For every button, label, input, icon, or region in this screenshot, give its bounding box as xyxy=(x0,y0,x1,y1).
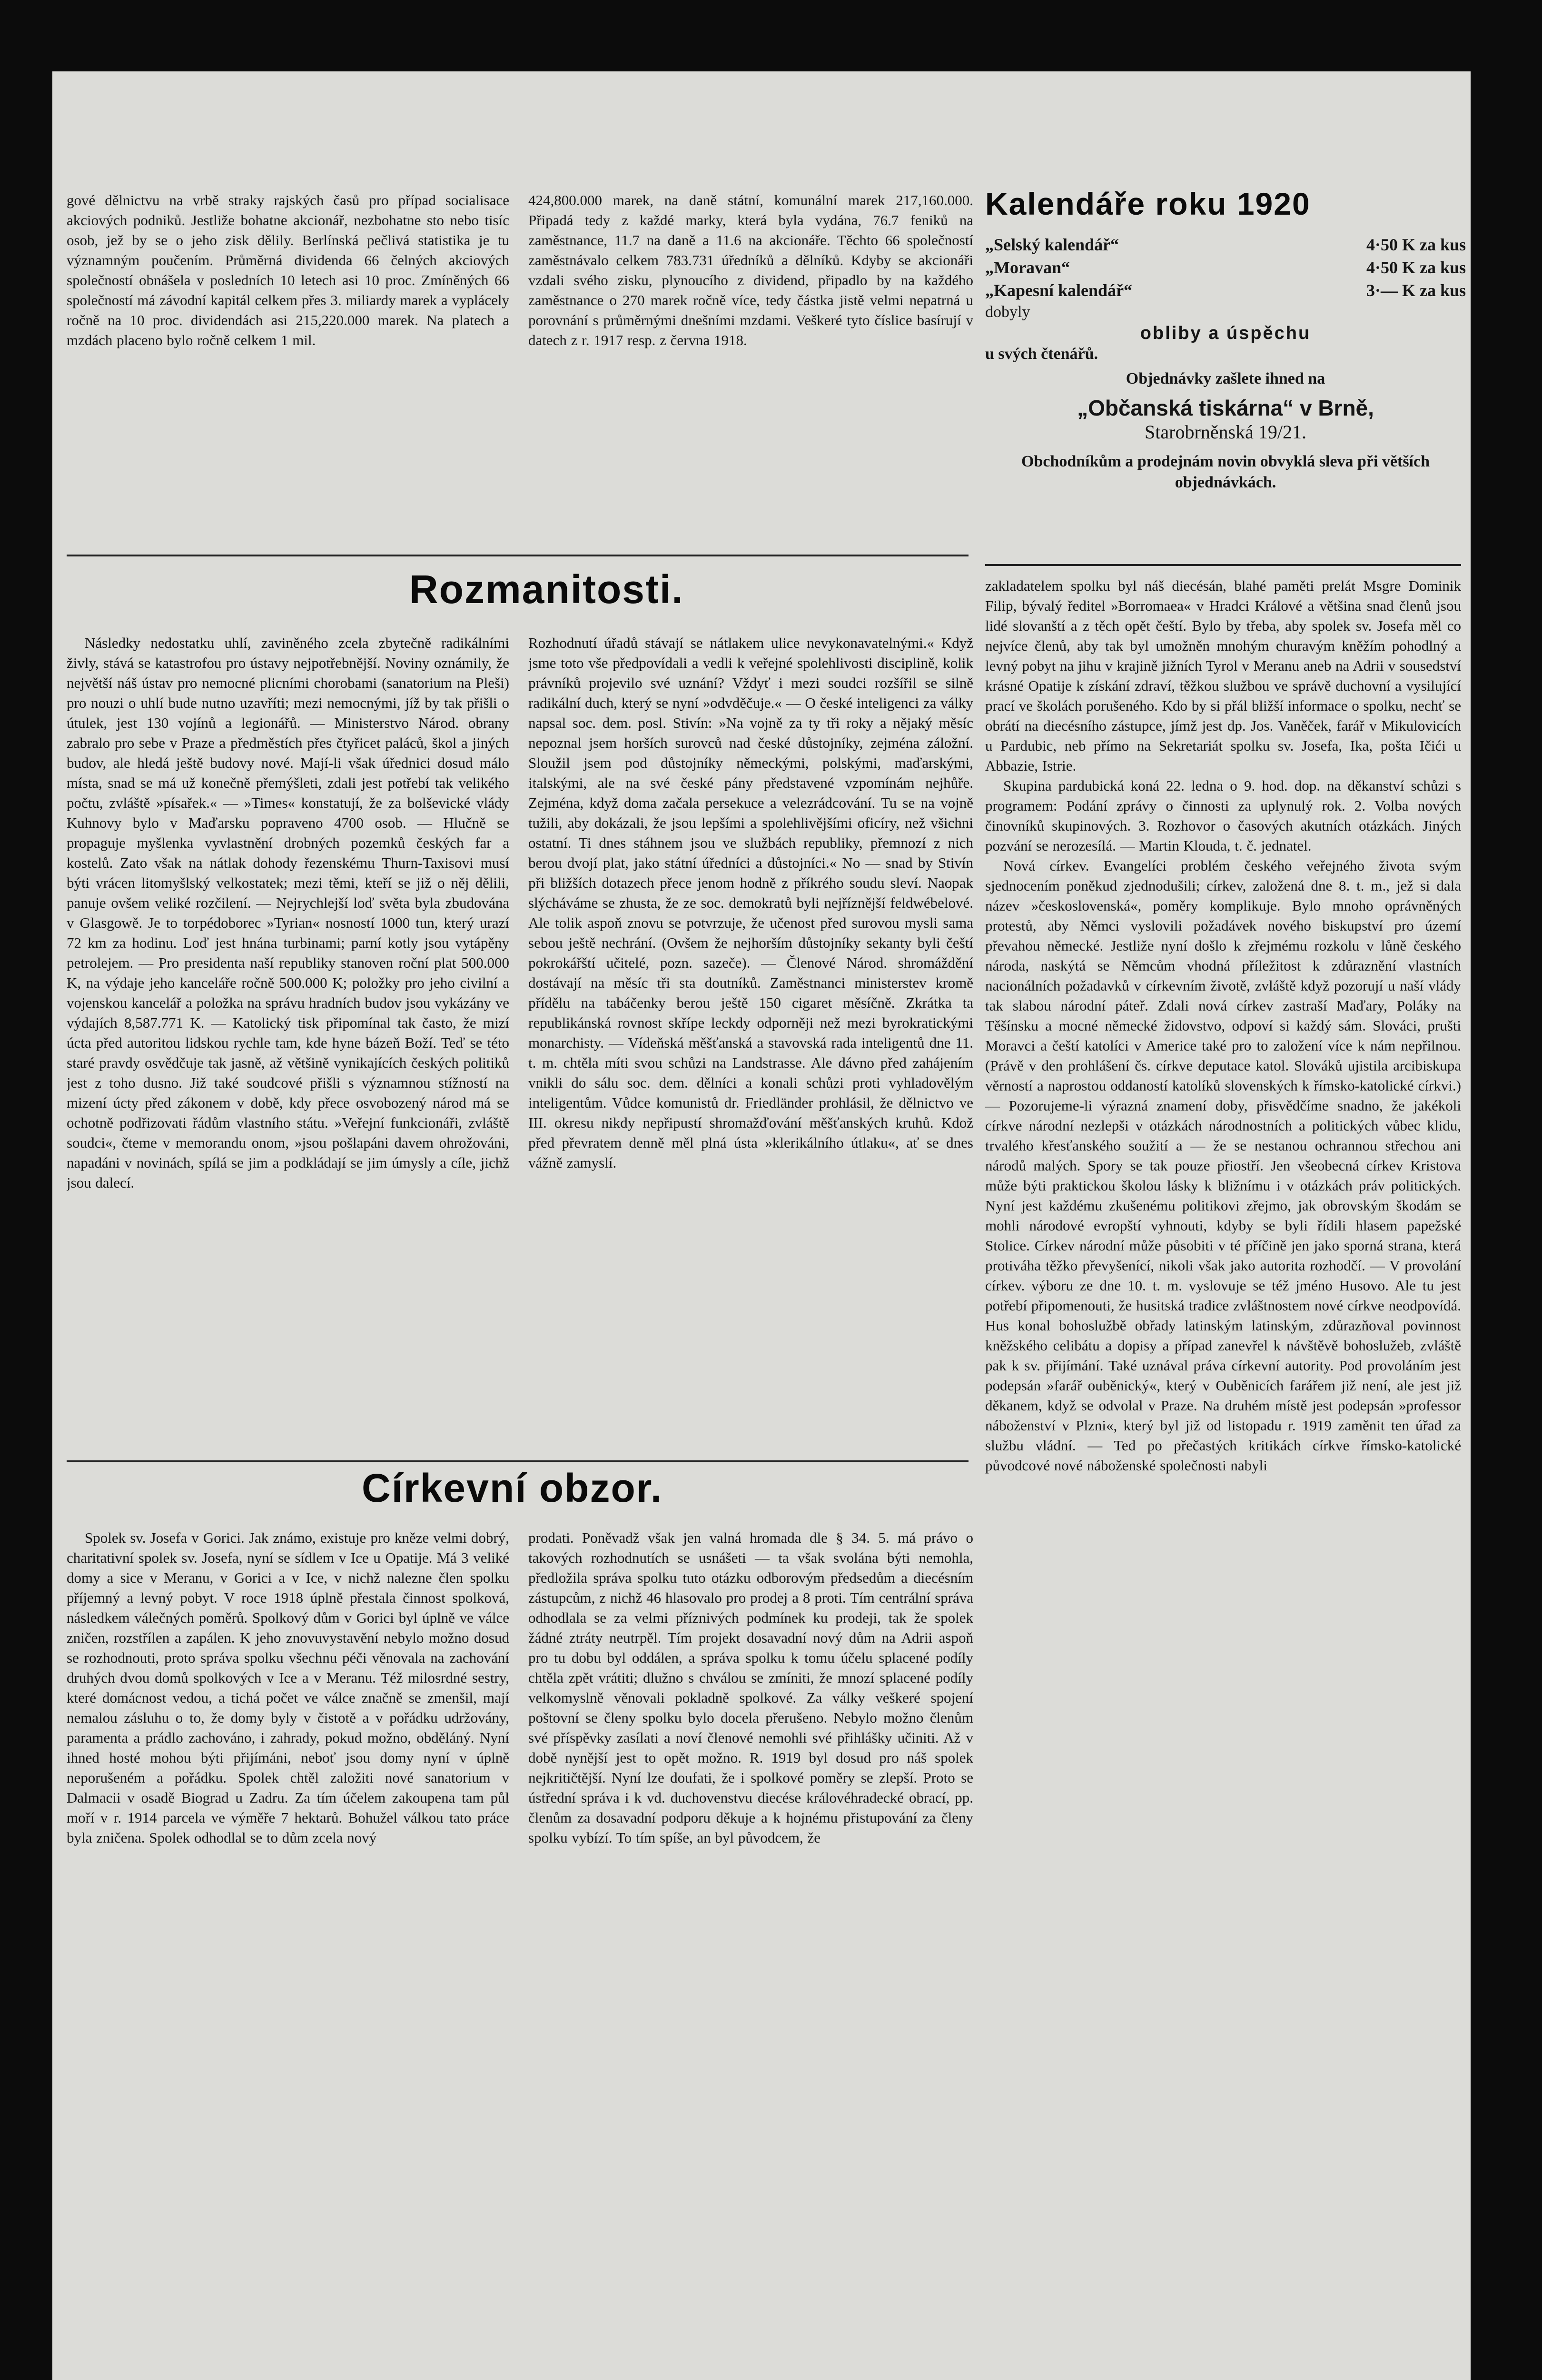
top-left-column xyxy=(67,190,509,552)
rozmanitosti-heading: Rozmanitosti. xyxy=(409,567,684,612)
cirkevni-text-1: Spolek sv. Josefa v Gorici. Jak známo, existuje pro kněze velmi dobrý, charitativní spolek sv. Josefa, nyní se sídlem v Ice u Opatije. Má 3 veliké domy a sice v Meranu, v Gorici a v Ice, v nichž nalezne člen spolku příjemný a levný pobyt. V roce 1918 úplně přestala činnost spolková, následkem válečných poměrů. Spolkový dům v Gorici byl úplně ve válce zničen, rozstřílen a zapálen. K jeho znovuvystavění nebylo možno dosud se rozhodnouti, proto správa spolku všechnu péči věnovala na zachování druhých dvou domů spolkových v Ice a v Meranu. Též milosrdné sestry, které domácnost vedou, a tichá počet ve válce značně se zmenšil, mají nemalou zásluhu o to, že domy byly v čistotě a v pořádku udržovány, paramenta a prádlo zachováno, i zahrady, pokud možno, obděláný. Nyní ihned hosté mohou býti přijímáni, neboť jsou domy nyní v úplně neporušeném a pořádku. Spolek chtěl založiti nové sanatorium v Dalmacii v osadě Biograd u Zadru. Za tím účelem zakoupena tam půl moří v r. 1914 parcela ve výměře 7 hektarů. Bohužel válkou tato práce byla zničena. Spolek odhodlal se to dům zcela nový xyxy=(67,1529,509,1846)
calendar-line: Obchodníkům a prodejnám novin obvyklá sleva při větších objednávkách. xyxy=(1021,453,1430,491)
calendar-line: obliby a úspěchu xyxy=(1140,323,1311,343)
rozmanitosti-text-2: Rozhodnutí úřadů stávají se nátlakem ulice nevykonavatelnými.« Když jsme toto vše předpovídali a vedli k veřejné spolehlivosti disciplině, kolik právníků projevilo své uznání? Vždyť i mezi soudci rozšířil se silně radikální duch, který se nyní »odvděčuje.« — O české inteligenci za války napsal soc. dem. posl. Stivín: »Na vojně za ty tři roky a nějaký měsíc nepoznal jsem horších surovců nad české důstojníky, zejména záložní. Sloužil jsem pod důstojníky německými, polskými, maďarskými, italskými, ale na své české pány představené vzpomínám nejhůře. Zejména, když doma začala persekuce a velezrádcování. Tu se na vojně tužili, aby dokázali, že jsou lepšími a spolehlivějšími oficíry, než všichni ostatní. Ti dnes stáhnem jsou ve službách republiky, přemnozí z nich berou dvojí plat, jako státní úředníci a důstojníci.« No — snad by Stivín při bližších dotazech přece jenom hodně z příkrého soudu sleví. Naopak slýcháváme se zhusta, že ze soc. demokratů byli nejříznější feldwébelové. Ale tolik aspoň znovu se potvrzuje, že učenost před surovou mysli sama sebou ještě nechrání. (Ovšem že nejhorším důstojníky sekanty byli čeští pokrokářští učitelé, pozn. sazeče). — Členové Národ. shromáždění dostávají na měsíc tři sta doutníků. Zaměstnanci ministerstev kromě přídělu na tabáčenky berou ještě 150 cigaret měsíčně. Zkrátka ta republikánská rovnost skřípe leckdy odporněji než mezi byrokratickými monarchisty. — Vídeňská měšťanská a stavovská rada inteligentů dne 11. t. m. chtěla míti svou schůzi na Landstrasse. Ale dávno před zahájením vnikli do sálu soc. dem. dělníci a konali schůzi proti vyhladovělým inteligentům. Vůdce komunistů dr. Friedländer prohlásil, že dělnictvo ve III. okresu nikdy nepřipustí shromažďování měšťanských kruhů. Kdož před převratem denně měl plná ústa »klerikálního útlaku«, ať se dnes vážně zamyslí. xyxy=(528,635,973,1171)
divider-rule xyxy=(985,564,1461,566)
calendar-line: „Občanská tiskárna“ v Brně, xyxy=(1077,396,1374,420)
rozmanitosti-text-3c: Nová církev. Evangelíci problém českého veřejného života svým sjednocením poněkud zjednodušili; církev, založená dne 8. t. m., jež si dala název »československá«, poměry komplikuje. Bylo mnoho oprávněných protestů, aby Němci vyslovili požadávek nového biskupství pro území převahou německé. Jestliže nyní došlo k zřejmému rozkolu v lůně českého národa, naskýtá se Němcům vhodná příležitost k zdůraznění vlastních nacionálních požadavků v církevním životě, zvláště když pozorují u naší vlády tak slabou národní páteř. Zdali nová církev zastraší Maďary, Poláky na Těšínsku a mocné německé židovstvo, odpoví si každý sám. Slováci, prušti Moravci a čeští katolíci v Americe také pro to založení více k nám nepřilnou. (Právě v den prohlášení čs. církve deputace katol. Slováků ujistila arcibiskupa věrností a naprostou oddaností katolíků slovenských k římsko-katolické církvi.) — Pozorujeme-li výrazná znamení doby, přisvědčíme snadno, že jakékoli církve národní nezlepši v otázkách národnostních a politických vůbec klidu, trvalého křesťanského soužití a — že se nestanou ochrannou střechou ani národů malých. Spory se tak pouze přiostří. Jen všeobecná církev Kristova může býti praktickou školou lásky k bližnímu i v otázkách práv politických. Nyní jest každému zkušenému politikovi zřejmo, jak obrovským škodám se mohli národové evropští vyhnouti, kdyby se byli řídili hlasem papežské Stolice. Církev národní může působiti v té příčině jen jako sporná strana, která protiváha těžko převyšenící, nikoli však jako autorita rozhodčí. — V provolání církev. výboru ze dne 10. t. m. vyslovuje se též jméno Husovo. Ale tu jest potřebí připomenouti, že husitská tradice zvláštnostem nové církve neodpovídá. Hus konal bohoslužbě obřady latinským latinským, zdůrazňoval povinnost kněžského celibátu a dopisy a případ zanevřel k návštěvě bohoslužeb, zvláště pak k sv. přijímání. Také uznával práva církevní autority. Pod provoláním jest podepsán »farář ouběnický«, který v Ouběnicích farářem již není, ale jest již děkanem, když se odvolal v Praze. Na druhém místě jest podepsán »professor náboženství v Plzni«, který byl již od listopadu r. 1919 zaměnit ten úřad za službu vládní. — Ted po přečastých kritikách církve římsko-katolické původcové nové náboženské společnosti nabyli xyxy=(985,857,1461,1474)
calendar-line: u svých čtenářů. xyxy=(985,345,1098,363)
calendar-item: „Kapesní kalendář“ 3·— K za kus xyxy=(985,281,1466,300)
cirkevni-text-2: prodati. Poněvadž však jen valná hromada dle § 34. 5. má právo o takových rozhodnutích se usnášeti — ta však svolána býti nemohla, předložila správa spolku tuto otázku odborovým předsedům a diecésním zástupcům, z nichž 46 hlasovalo pro prodej a 8 proti. Tím centrální správa odhodlala se za velmi příznivých podmínek ku prodeji, tak že spolek žádné ztráty neutrpěl. Tím projekt dosavadní nový dům na Adrii aspoň pro tu dobu byl oddálen, a správa spolku k tomu účelu splacené podíly chtěla zpět vrátiti; dlužno s chválou se zmíniti, že mnozí splacené podíly velkomyslně věnovali pokladně spolkové. Za války veškeré spojení poštovní se členy spolku bylo docela přerušeno. Nebylo možno členům své příspěvky zasílati a noví členové nemohli své přihlášky učiniti. Až v době nynější jest to opět možno. R. 1919 byl dosud pro náš spolek nejkritičtější. Nyní lze doufati, že i spolkové poměry se zlepší. Proto se ústřední správa i k vd. duchovenstvu diecése královéhradecké obrací, pp. členům za dosavadní podporu děkuje a k hojnému přistupování za členy spolku vybízí. To tím spíše, an byl původcem, že xyxy=(528,1529,973,1846)
divider-rule xyxy=(67,1460,969,1462)
rozmanitosti-column-3 xyxy=(985,576,1461,2337)
cirkevni-column-1 xyxy=(67,1528,509,2337)
calendar-ad xyxy=(985,186,1466,557)
rozmanitosti-column-1 xyxy=(67,633,509,1452)
cirkevni-obzor-heading: Církevní obzor. xyxy=(362,1466,663,1510)
newspaper-page xyxy=(52,71,1471,2380)
cirkevni-column-2 xyxy=(528,1528,973,2337)
calendar-ad-title: Kalendáře roku 1920 xyxy=(985,186,1311,221)
top-left-text: gové dělnictvu na vrbě straky rajských časů pro případ socialisace akciových podniků. Jestliže bohatne akcionář, nezbohatne sto nebo tisíc osob, jež by se o jeho zisk dělily. Berlínská pečlivá statistika je tu významným poučením. Průměrná dividenda 66 čelných akciových společností obnášela v posledních 10 letech asi 10 proc. Zmíněných 66 společností má závodní kapitál celkem přes 3. miliardy marek a vyplácely ročně na 10 proc. dividendách asi 215,220.000 marek. Na platech a mzdách placeno bylo ročně celkem 1 mil. xyxy=(67,192,509,348)
calendar-item: „Selský kalendář“ 4·50 K za kus xyxy=(985,235,1466,254)
rozmanitosti-text-1: Následky nedostatku uhlí, zaviněného zcela zbytečně radikálními živly, stává se katastrofou pro ústavy nejpotřebnější. Noviny oznámily, že největší náš ústav pro nemocné plicními chorobami (sanatorium na Pleši) pro nouzi o uhlí bude nutno uzavříti; mezi nemocnými, jíž by tak přišli o útulek, jest 130 vojínů a legionářů. — Ministerstvo Národ. obrany zabralo pro sebe v Praze a předměstích přes čtyřicet paláců, škol a jiných budov, ale hledá ještě budovy nové. Mají-li však úřednici dosud málo místa, snad se má už konečně přemýšleti, zdali jest potřebí tak velikého počtu, zvláště »písařek.« — »Times« konstatují, že za bolševické vlády Kuhnovy bylo v Maďarsku popraveno 4700 osob. — Hlučně se propaguje myšlenka vyvlastnění drobných pozemků českých far a kostelů. Zato však na nátlak dohody řezenskému Thurn-Taxisovi musí býti vrácen litomyšlský velkostatek; mezi těmi, kteří se již o něj dělili, panuje ovšem veliké rozčilení. — Nejrychlejší loď světa byla zbudována v Glasgowě. Je to torpédoborec »Tyrian« nosností 1000 tun, který urazí 72 km za hodinu. Loď jest hnána turbinami; parní kotly jsou vytápěny petrolejem. — Pro presidenta naší republiky stanoven roční plat 500.000 K, na výdaje jeho kanceláře ročně 500.000 K; položky pro jeho civilní a vojenskou kancelář a položka na správu hradních budov jsou vykázány ve výdajích 8,587.771 K. — Katolický tisk připomínal tak často, že mizí úcta před autoritou lidskou rychle tam, kde hyne bázeň Boží. Teď se této staré pravdy osvědčuje tak jasně, až většině vynikajících českých politiků jest z toho dusno. Již také soudcové přišli s významnou stížností na mizení úcty před zákonem v době, kdy přece osvobozený národ má se ochotně podřizovati řádům vlastního státu. »Veřejní funkcionáři, zvláště soudci«, čteme v memorandu onom, »jsou pošlapáni davem ohrožováni, napadáni v novinách, spílá se jim a podkládají se jim úmysly a cíle, jichž jsou dalecí. xyxy=(67,635,509,1191)
rozmanitosti-text-3: zakladatelem spolku byl náš diecésán, blahé paměti prelát Msgre Dominik Filip, bývalý ředitel »Borromaea« v Hradci Králové a většina snad členů jsou lidé slovanští a z těch opět čeští. Bylo by třeba, aby spolek sv. Josefa měl co nejvíce členů, aby tak byl umožněn mnohým churavým kněžím pohodlný a levný pobyt na jihu v krajině jižních Tyrol v Meranu aneb na Adrii v sousedství krásné Opatije k získání zdraví, těžkou službou ve správě duchovní a vysilující prací ve školách porušeného. Kdo by si přál bližší informace o spolku, nechť se obrátí na diecésního zástupce, jímž jest dp. Jos. Vaněček, farář v Mikulovicích u Pardubic, neb přímo na Sekretariát spolku sv. Josefa, Ika, pošta Ičići u Abbazie, Istrie. xyxy=(985,577,1461,774)
calendar-line: Objednávky zašlete ihned na xyxy=(1126,370,1325,387)
calendar-item: „Moravan“ 4·50 K za kus xyxy=(985,258,1466,277)
top-middle-column xyxy=(528,190,973,552)
calendar-line: Starobrněnská 19/21. xyxy=(1145,421,1306,443)
divider-rule xyxy=(67,555,969,556)
rozmanitosti-text-3b: Skupina pardubická koná 22. ledna o 9. hod. dop. na děkanství schůzi s programem: Podání zprávy o činnosti za uplynulý rok. 2. Volba nových činovníků skupinových. 3. Rozhovor o časových akutních otázkách. Jiných pozvání se nerozesílá. — Martin Klouda, t. č. jednatel. xyxy=(985,777,1461,854)
top-middle-text: 424,800.000 marek, na daně státní, komunální marek 217,160.000. Připadá tedy z každé marky, která byla vydána, 76.7 feniků na zaměstnance, 11.7 na daně a 11.6 na akcionáře. Těchto 66 společností zaměstnávalo celkem 783.731 úředníků a dělníků. Kdyby se akcionáři vzdali svého zisku, plynoucího z dividend, připadlo by na každého zaměstnance o 270 marek ročně více, tedy částka jistě velmi nepatrná u porovnání s průměrnými dnešními mzdami. Veškeré tyto číslice basírují v datech z r. 1917 resp. z června 1918. xyxy=(528,192,973,348)
rozmanitosti-column-2 xyxy=(528,633,973,1452)
calendar-line: dobyly xyxy=(985,303,1030,321)
